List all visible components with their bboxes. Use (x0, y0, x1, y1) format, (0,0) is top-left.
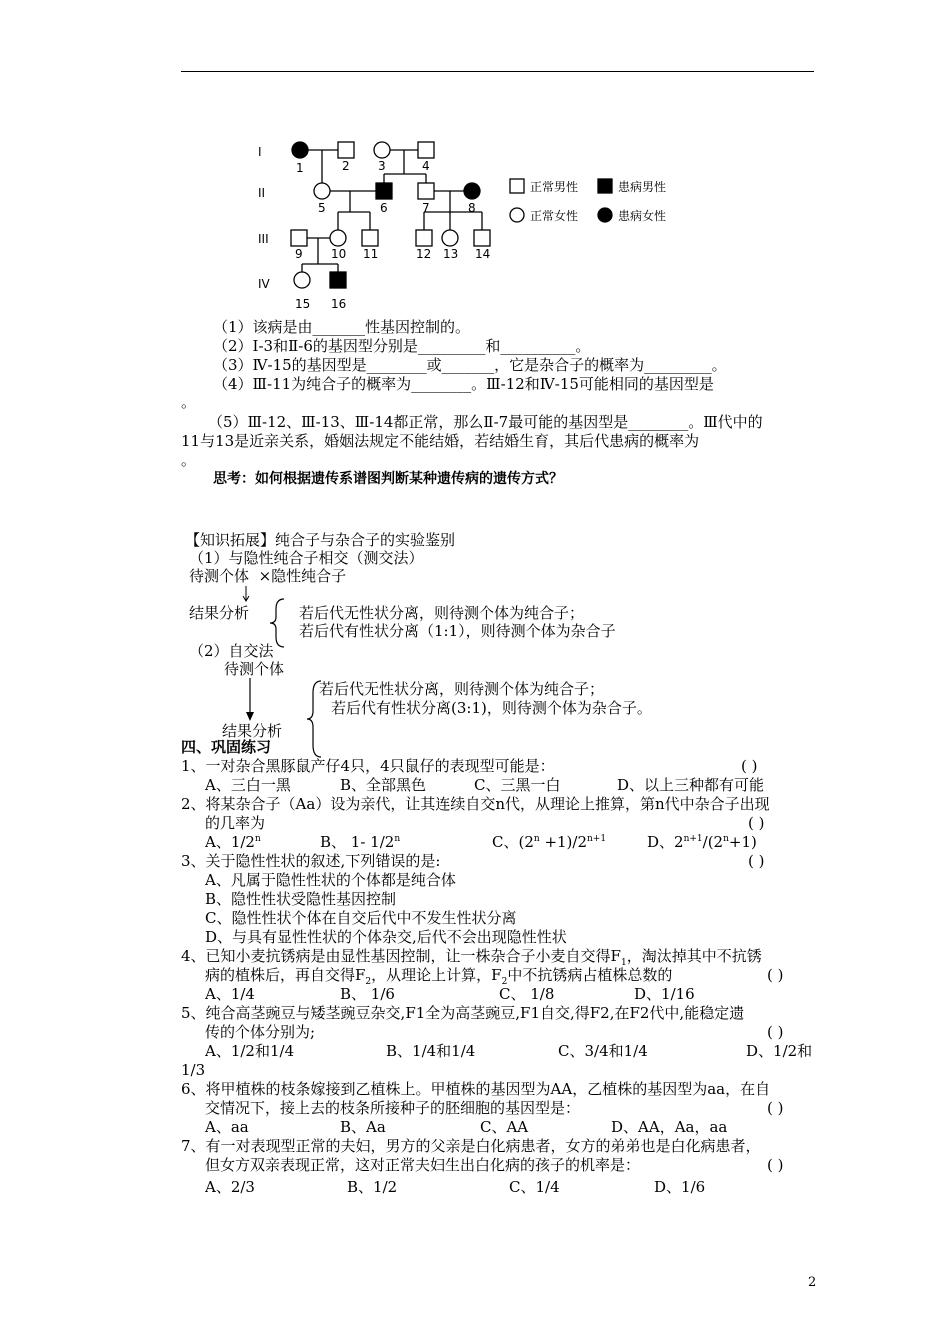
individual-10 (330, 230, 346, 246)
id-label: 15 (295, 297, 311, 311)
exercise-1-option-d: D、以上三种都有可能 (617, 776, 765, 794)
question-5-end: 。 (181, 451, 197, 469)
id-label: 9 (295, 247, 303, 261)
method-2-subject: 待测个体 (224, 660, 285, 678)
method-2-result-1: 若后代无性状分离，则待测个体为纯合子； (319, 680, 605, 698)
exercise-5-line1: 5、纯合高茎豌豆与矮茎豌豆杂交,F1全为高茎豌豆,F1自交,得F2,在F2代中,能稳定遗 (181, 1004, 745, 1022)
exercise-5-line2: 传的个体分别为; (205, 1023, 316, 1041)
id-label: 8 (468, 201, 476, 215)
individual-8 (464, 183, 480, 199)
individual-12 (416, 230, 432, 246)
individual-11 (362, 230, 378, 246)
legend-normal-male: 正常男性 (530, 180, 579, 194)
method-2-title: （2）自交法 (189, 642, 274, 660)
exercise-5-option-d: D、1/2和 (746, 1042, 813, 1060)
exercise-2-option-b: B、 1- 1/2$^n$ (320, 833, 401, 851)
individual-1 (292, 142, 308, 158)
method-1-result-2: 若后代有性状分离（1:1），则待测个体为杂合子 (299, 622, 616, 640)
exercise-3-option-d: D、与具有显性性状的个体杂交,后代不会出现隐性性状 (205, 928, 567, 946)
id-label: 14 (475, 247, 491, 261)
exercise-5-blank: ( ) (767, 1023, 784, 1041)
exercise-3-option-b: B、隐性性状受隐性基因控制 (205, 890, 397, 908)
exercise-1: 1、一对杂合黑豚鼠产仔4只，4只鼠仔的表现型可能是： (181, 757, 555, 775)
question-1: （1）该病是由_______性基因控制的。 (213, 318, 471, 336)
id-label: 5 (318, 201, 326, 215)
page-number: 2 (808, 1275, 817, 1290)
exercise-7-option-d: D、1/6 (654, 1178, 706, 1196)
exercise-6-option-b: B、Aa (340, 1118, 386, 1136)
id-label: 12 (416, 247, 432, 261)
exercise-1-option-c: C、三黑一白 (474, 776, 561, 794)
exercise-6-option-d: D、AA，Aa，aa (611, 1118, 728, 1136)
id-label: 3 (378, 159, 386, 173)
exercise-4-option-c: C、 1/8 (499, 985, 555, 1003)
exercise-1-option-b: B、全部黑色 (340, 776, 427, 794)
legend-affected-female-icon (598, 208, 612, 222)
question-2: （2）Ⅰ-3和Ⅱ-6的基因型分别是_________和__________。 (213, 337, 591, 355)
exercise-3-blank: ( ) (748, 852, 765, 870)
gen-label-2: II (258, 186, 266, 200)
thinking-prompt: 思考：如何根据遗传系谱图判断某种遗传病的遗传方式？ (213, 471, 563, 487)
legend-normal-female: 正常女性 (530, 209, 579, 223)
exercise-6-line1: 6、将甲植株的枝条嫁接到乙植株上。甲植株的基因型为AA，乙植株的基因型为aa，在自 (181, 1080, 771, 1098)
section-4-title: 四、巩固练习 (181, 738, 272, 756)
exercise-5-option-b: B、1/4和1/4 (386, 1042, 476, 1060)
exercise-7-option-c: C、1/4 (509, 1178, 560, 1196)
individual-3 (374, 142, 390, 158)
exercise-7-blank: ( ) (767, 1156, 784, 1174)
header-rule (181, 71, 814, 72)
exercise-6-option-c: C、AA (480, 1118, 529, 1136)
method-1-analysis: 结果分析 (189, 604, 250, 622)
individual-15 (294, 272, 310, 288)
exercise-7-line1: 7、有一对表现型正常的夫妇，男方的父亲是白化病患者，女方的弟弟也是白化病患者， (181, 1137, 761, 1155)
individual-2 (338, 142, 354, 158)
exercise-5-option-c: C、3/4和1/4 (558, 1042, 648, 1060)
method-1-subject: 待测个体 (189, 567, 250, 585)
individual-7 (418, 183, 434, 199)
exercise-3-option-c: C、隐性性状个体在自交后代中不发生性状分离 (205, 909, 517, 927)
question-4: （4）Ⅲ-11为纯合子的概率为________。Ⅲ-12和Ⅳ-15可能相同的基因型是 (213, 375, 714, 393)
question-4-end: 。 (181, 393, 197, 411)
pedigree-chart (250, 130, 700, 315)
exercise-2-line2: 的几率为 (205, 814, 266, 832)
legend-affected-male-icon (598, 179, 612, 193)
exercise-2-option-d: D、$2^{n+1}/(2^n+1)$ (647, 833, 757, 851)
method-2-result-2: 若后代有性状分离(3:1)，则待测个体为杂合子。 (331, 699, 652, 717)
method-2-arrow (244, 678, 256, 722)
id-label: 11 (363, 247, 379, 261)
exercise-4-option-b: B、 1/6 (340, 985, 395, 1003)
question-3: （3）Ⅳ-15的基因型是________或_______，它是杂合子的概率为_________。 (213, 356, 727, 374)
individual-14 (474, 230, 490, 246)
individual-9 (291, 230, 307, 246)
knowledge-title: 【知识拓展】纯合子与杂合子的实验鉴别 (185, 531, 456, 549)
exercise-3: 3、关于隐性性状的叙述,下列错误的是: (181, 852, 441, 870)
id-label: 13 (443, 247, 459, 261)
exercise-7-option-a: A、2/3 (205, 1178, 255, 1196)
individual-13 (442, 230, 458, 246)
id-label: 4 (422, 159, 430, 173)
gen-label-4: IV (258, 277, 270, 291)
exercise-2-option-a: A、1/2$^n$ (205, 833, 261, 851)
method-1-arrow (240, 586, 252, 604)
id-label: 7 (422, 201, 430, 215)
id-label: 1 (296, 161, 304, 175)
method-1-title: （1）与隐性纯合子相交（测交法） (189, 549, 424, 567)
individual-6 (376, 183, 392, 199)
exercise-6-line2: 交情况下，接上去的枝条所接种子的胚细胞的基因型是： (205, 1099, 581, 1117)
exercise-4-option-a: A、1/4 (205, 985, 255, 1003)
exercise-2-blank: ( ) (748, 814, 765, 832)
question-5-line1: （5）Ⅲ-12、Ⅲ-13、Ⅲ-14都正常，那么Ⅱ-7最可能的基因型是________。Ⅲ代中的 (208, 413, 763, 431)
method-1-partner: ×隐性纯合子 (258, 567, 347, 585)
exercise-1-option-a: A、三白一黑 (205, 776, 291, 794)
exercise-4-option-d: D、1/16 (634, 985, 695, 1003)
exercise-4-blank: ( ) (767, 966, 784, 984)
method-1-result-1: 若后代无性状分离，则待测个体为纯合子； (299, 604, 585, 622)
exercise-1-blank: ( ) (741, 757, 758, 775)
exercise-4-line1: 4、已知小麦抗锈病是由显性基因控制，让一株杂合子小麦自交得$F_1$，淘汰掉其中不抗锈 (181, 947, 762, 968)
individual-4 (418, 142, 434, 158)
legend-normal-female-icon (510, 208, 524, 222)
gen-label-3: III (258, 232, 269, 246)
exercise-4-line2: 病的植株后，再自交得$F_2$，从理论上计算，$F_2$中不抗锈病占植株总数的 (205, 966, 673, 987)
exercise-6-option-a: A、aa (205, 1118, 249, 1136)
id-label: 6 (380, 201, 388, 215)
id-label: 2 (342, 159, 350, 173)
method-2-analysis: 结果分析 (222, 722, 283, 740)
legend-affected-female: 患病女性 (618, 209, 667, 223)
legend-normal-male-icon (510, 179, 524, 193)
exercise-2-line1: 2、将某杂合子（Aa）设为亲代，让其连续自交n代，从理论上推算，第n代中杂合子出现 (181, 795, 770, 813)
id-label: 16 (331, 297, 347, 311)
exercise-5-option-a: A、1/2和1/4 (205, 1042, 295, 1060)
exercise-3-option-a: A、凡属于隐性性状的个体都是纯合体 (205, 871, 456, 889)
exercise-5-option-d-wrap: 1/3 (181, 1061, 206, 1079)
exercise-2-option-c: C、$(2^n +1)/2^{n+1}$ (492, 833, 607, 851)
exercise-7-line2: 但女方双亲表现正常，这对正常夫妇生出白化病的孩子的机率是： (205, 1156, 641, 1174)
legend-affected-male: 患病男性 (618, 180, 667, 194)
method-1-cross (189, 567, 346, 585)
individual-16 (330, 272, 346, 288)
gen-label-1: I (258, 145, 262, 159)
question-5-line2: 11与13是近亲关系，婚姻法规定不能结婚，若结婚生育，其后代患病的概率为 (181, 432, 700, 450)
individual-5 (314, 183, 330, 199)
exercise-7-option-b: B、1/2 (347, 1178, 398, 1196)
exercise-6-blank: ( ) (767, 1099, 784, 1117)
id-label: 10 (331, 247, 347, 261)
